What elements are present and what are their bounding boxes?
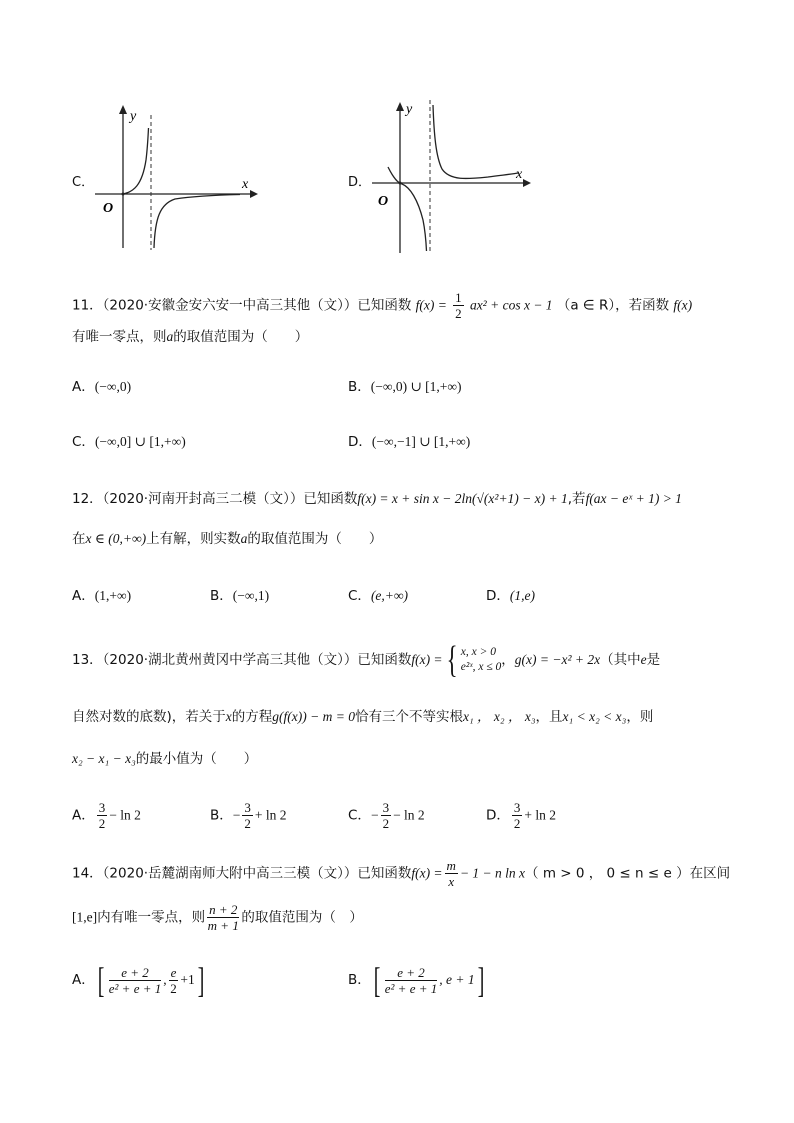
- q13-option-b-num: 3: [244, 800, 251, 815]
- graph-d-curve-right: [433, 105, 518, 179]
- q13-option-b[interactable]: [210, 800, 287, 831]
- q14-option-b-label: B．: [348, 972, 371, 988]
- q14-option-a-frac1: [109, 965, 161, 996]
- q13-line3: [72, 750, 257, 768]
- q13-line2: [72, 708, 653, 726]
- q13-option-b-frac: [242, 800, 253, 831]
- q13-roots: x₁ ， x₂ ， x₃: [462, 709, 536, 724]
- q12-option-b-value: (−∞,1): [232, 588, 270, 603]
- q12-option-a-label: A．: [72, 588, 95, 604]
- graph-d-origin-dot: [399, 182, 402, 185]
- q13-line2-e: ，则: [626, 709, 654, 725]
- q14-ratio: [207, 902, 239, 933]
- graph-d-x-label: x: [516, 167, 523, 182]
- q12-ineq: f(ax − eˣ + 1) > 1: [585, 491, 682, 506]
- q13-brace-icon: {: [446, 639, 458, 681]
- q13-option-b-post: + ln 2: [254, 807, 287, 823]
- q13-option-a-post: − ln 2: [109, 807, 141, 823]
- q13-eq: g(f(x)) − m = 0: [272, 709, 355, 724]
- q12-var-a: a: [240, 531, 248, 546]
- q13-option-a-frac: [97, 800, 108, 831]
- q13-line2-b: 的方程: [231, 709, 273, 725]
- q13-option-c-post: − ln 2: [393, 807, 425, 823]
- q13-option-a-label: A．: [72, 807, 95, 824]
- q14-fraction: [445, 858, 458, 889]
- q13-option-a[interactable]: [72, 800, 141, 831]
- q12-option-d[interactable]: [486, 587, 535, 605]
- q13-piecewise: [443, 641, 502, 679]
- q12-prefix: 12．（2020·河南开封高三二模（文））已知函数: [72, 491, 358, 507]
- graph-d-x-arrow: [523, 179, 531, 187]
- q14-f-rhs: − 1 − n ln x: [459, 865, 526, 881]
- q13-option-d[interactable]: [486, 800, 556, 831]
- q14-option-a-tail: +1: [180, 972, 195, 987]
- q13-option-c-frac: [381, 800, 392, 831]
- q12-option-c-label: C．: [348, 588, 371, 604]
- q13-option-d-label: D．: [486, 807, 510, 824]
- q13-case2: e²ˣ, x ≤ 0: [460, 661, 502, 673]
- graph-d-y-label: y: [406, 102, 413, 117]
- q14-f-lhs: f(x) =: [411, 865, 443, 881]
- q13-case1: x, x > 0: [460, 646, 497, 658]
- graph-c-curve-right: [154, 195, 240, 249]
- q12-option-d-label: D．: [486, 588, 510, 604]
- q14-option-b-den1: e² + e + 1: [384, 980, 438, 996]
- q11-prefix: 11．（2020·安徽金安六安一中高三其他（文））已知函数: [72, 297, 412, 314]
- option-c-label: C．: [72, 175, 95, 190]
- q14-option-b-num1: e + 2: [385, 965, 437, 981]
- q14-option-a-label: A．: [72, 972, 95, 988]
- q11-option-b-value: (−∞,0) ∪ [1,+∞): [370, 379, 462, 394]
- q13-comma: ，: [501, 652, 515, 668]
- q14-ratio-den: m + 1: [207, 918, 239, 933]
- q11-line1: [72, 290, 692, 321]
- q11-option-b[interactable]: [348, 378, 462, 396]
- q14-option-b-bracket-right-icon: ]: [477, 960, 484, 1000]
- q11-f-rhs: ax² + cos x − 1: [469, 297, 553, 313]
- q13-e: e: [640, 652, 647, 667]
- graph-d-curve-left: [388, 167, 427, 251]
- q14-line2: [72, 902, 363, 933]
- q11-line2: [72, 328, 308, 346]
- q14-option-a-bracket-left-icon: [: [97, 960, 105, 1000]
- q14-option-a-den1: e² + e + 1: [108, 980, 162, 996]
- q12-option-c[interactable]: [348, 587, 408, 605]
- q13-line2-a: 自然对数的底数)，若关于: [72, 709, 226, 725]
- q14-option-a-frac2: [169, 965, 179, 996]
- graph-c-x-arrow: [250, 190, 258, 198]
- q13-option-b-label: B．: [210, 807, 233, 824]
- q13-line2-d: ，且: [535, 709, 563, 725]
- q14-option-b-bracket-left-icon: [: [373, 960, 381, 1000]
- q14-interval: [1,e]: [72, 909, 98, 925]
- graph-c-origin-label: O: [103, 201, 114, 216]
- q11-fraction: [453, 290, 464, 321]
- q11-option-c-value: (−∞,0] ∪ [1,+∞): [94, 434, 186, 449]
- q12-option-a-value: (1,+∞): [94, 588, 132, 603]
- q14-line2-c: 的取值范围为（ ）: [241, 909, 363, 926]
- q12-option-b[interactable]: [210, 587, 269, 605]
- q14-frac-den: x: [448, 874, 455, 889]
- q14-prefix: 14．（2020·岳麓湖南师大附中高三三模（文））已知函数: [72, 865, 412, 882]
- q14-option-a-comma: ,: [163, 972, 167, 987]
- q11-option-b-label: B．: [348, 379, 371, 395]
- q11-line2-a: 有唯一零点，则: [72, 329, 167, 345]
- q14-option-b-tail: , e + 1: [439, 972, 475, 987]
- q11-option-d[interactable]: [348, 433, 470, 451]
- q13-paren-a: （其中: [600, 652, 641, 668]
- q11-line2-end: 的取值范围为（ ）: [173, 329, 309, 345]
- q11-frac-num: 1: [455, 290, 462, 305]
- q11-option-d-value: (−∞,−1] ∪ [1,+∞): [371, 434, 471, 449]
- q12-line2: [72, 530, 382, 548]
- q12-option-c-value: (e,+∞): [370, 588, 409, 603]
- q11-fx: f(x): [673, 297, 693, 313]
- q11-option-c[interactable]: [72, 433, 186, 451]
- q13-g-def: g(x) = −x² + 2x: [514, 652, 601, 667]
- q12-line2-a: 在: [72, 531, 86, 547]
- q13-option-b-den: 2: [244, 816, 251, 831]
- q12-domain: x ∈ (0,+∞): [85, 531, 147, 546]
- q11-option-a-label: A．: [72, 379, 95, 395]
- q14-option-a-num1: e + 2: [109, 965, 161, 981]
- graph-c-y-label: y: [130, 109, 137, 124]
- q14-line1: [72, 858, 730, 889]
- q12-option-b-label: B．: [210, 588, 233, 604]
- q12-f-def: f(x) = x + sin x − 2ln(√(x²+1) − x) + 1: [357, 491, 568, 506]
- q14-line2-b: 内有唯一零点，则: [97, 909, 206, 926]
- q13-cases: [461, 645, 501, 675]
- q14-frac-num: m: [446, 858, 456, 873]
- q13-option-d-den: 2: [513, 816, 521, 831]
- q12-line1: [72, 490, 682, 508]
- q13-order: x₁ < x₂ < x₃: [562, 709, 627, 724]
- q14-option-a-num2: e: [170, 964, 177, 980]
- q12-option-d-value: (1,e): [509, 588, 536, 603]
- q13-option-b-pre: −: [232, 807, 241, 823]
- graph-c-curve-left: [123, 128, 149, 194]
- graph-d-y-arrow: [396, 102, 404, 111]
- q13-line1: [72, 641, 660, 679]
- q13-option-d-frac: [512, 800, 523, 831]
- q13-paren-b: 是: [646, 652, 661, 668]
- q13-option-c-den: 2: [382, 816, 390, 831]
- q13-option-a-den: 2: [98, 816, 106, 831]
- q11-option-a-value: (−∞,0): [94, 379, 132, 394]
- q11-option-c-label: C．: [72, 434, 95, 450]
- q13-option-c[interactable]: [348, 800, 425, 831]
- q11-f-lhs: f(x) =: [415, 297, 447, 313]
- q14-option-a-bracket-right-icon: ]: [197, 960, 205, 1000]
- graph-c-origin-dot: [122, 193, 125, 196]
- q12-mid: ,若: [567, 491, 586, 507]
- q11-option-d-label: D．: [348, 434, 372, 450]
- q14-option-a-den2: 2: [170, 980, 177, 996]
- q12-option-a[interactable]: [72, 587, 131, 605]
- graph-c-y-arrow: [119, 105, 127, 114]
- graph-c-x-label: x: [242, 177, 249, 192]
- graph-d-origin-label: O: [378, 194, 389, 209]
- q13-option-d-post: + ln 2: [524, 807, 557, 823]
- q13-option-c-label: C．: [348, 807, 371, 824]
- q13-option-c-num: 3: [382, 800, 390, 815]
- q11-var-a: a: [166, 329, 174, 344]
- q14-option-b-frac1: [385, 965, 437, 996]
- q13-expr: x₂ − x₁ − x₃: [72, 751, 136, 766]
- q11-cond: （a ∈ R），若函数: [556, 297, 670, 314]
- q13-line3-text: 的最小值为（ ）: [135, 751, 258, 767]
- q13-option-a-num: 3: [98, 800, 106, 815]
- q13-option-c-pre: −: [370, 807, 379, 823]
- q14-cond: （ m > 0 ， 0 ≤ n ≤ e ）在区间: [525, 865, 731, 882]
- graph-c: [90, 100, 260, 255]
- q13-x: x: [225, 709, 232, 724]
- q13-line2-c: 恰有三个不等实根: [354, 709, 463, 725]
- q13-option-d-num: 3: [513, 800, 521, 815]
- q12-line2-b: 上有解，则实数: [146, 531, 241, 547]
- q14-ratio-num: n + 2: [209, 902, 238, 917]
- q13-prefix: 13．（2020·湖北黄州黄冈中学高三其他（文））已知函数: [72, 652, 412, 668]
- option-d-label: D．: [348, 175, 372, 190]
- q13-f-lhs: f(x) =: [411, 652, 443, 667]
- q14-option-b[interactable]: [348, 962, 487, 998]
- graph-d: [368, 95, 533, 257]
- q14-option-a[interactable]: [72, 962, 207, 998]
- q12-line2-c: 的取值范围为（ ）: [247, 531, 383, 547]
- q11-frac-den: 2: [455, 306, 462, 321]
- q11-option-a[interactable]: [72, 378, 131, 396]
